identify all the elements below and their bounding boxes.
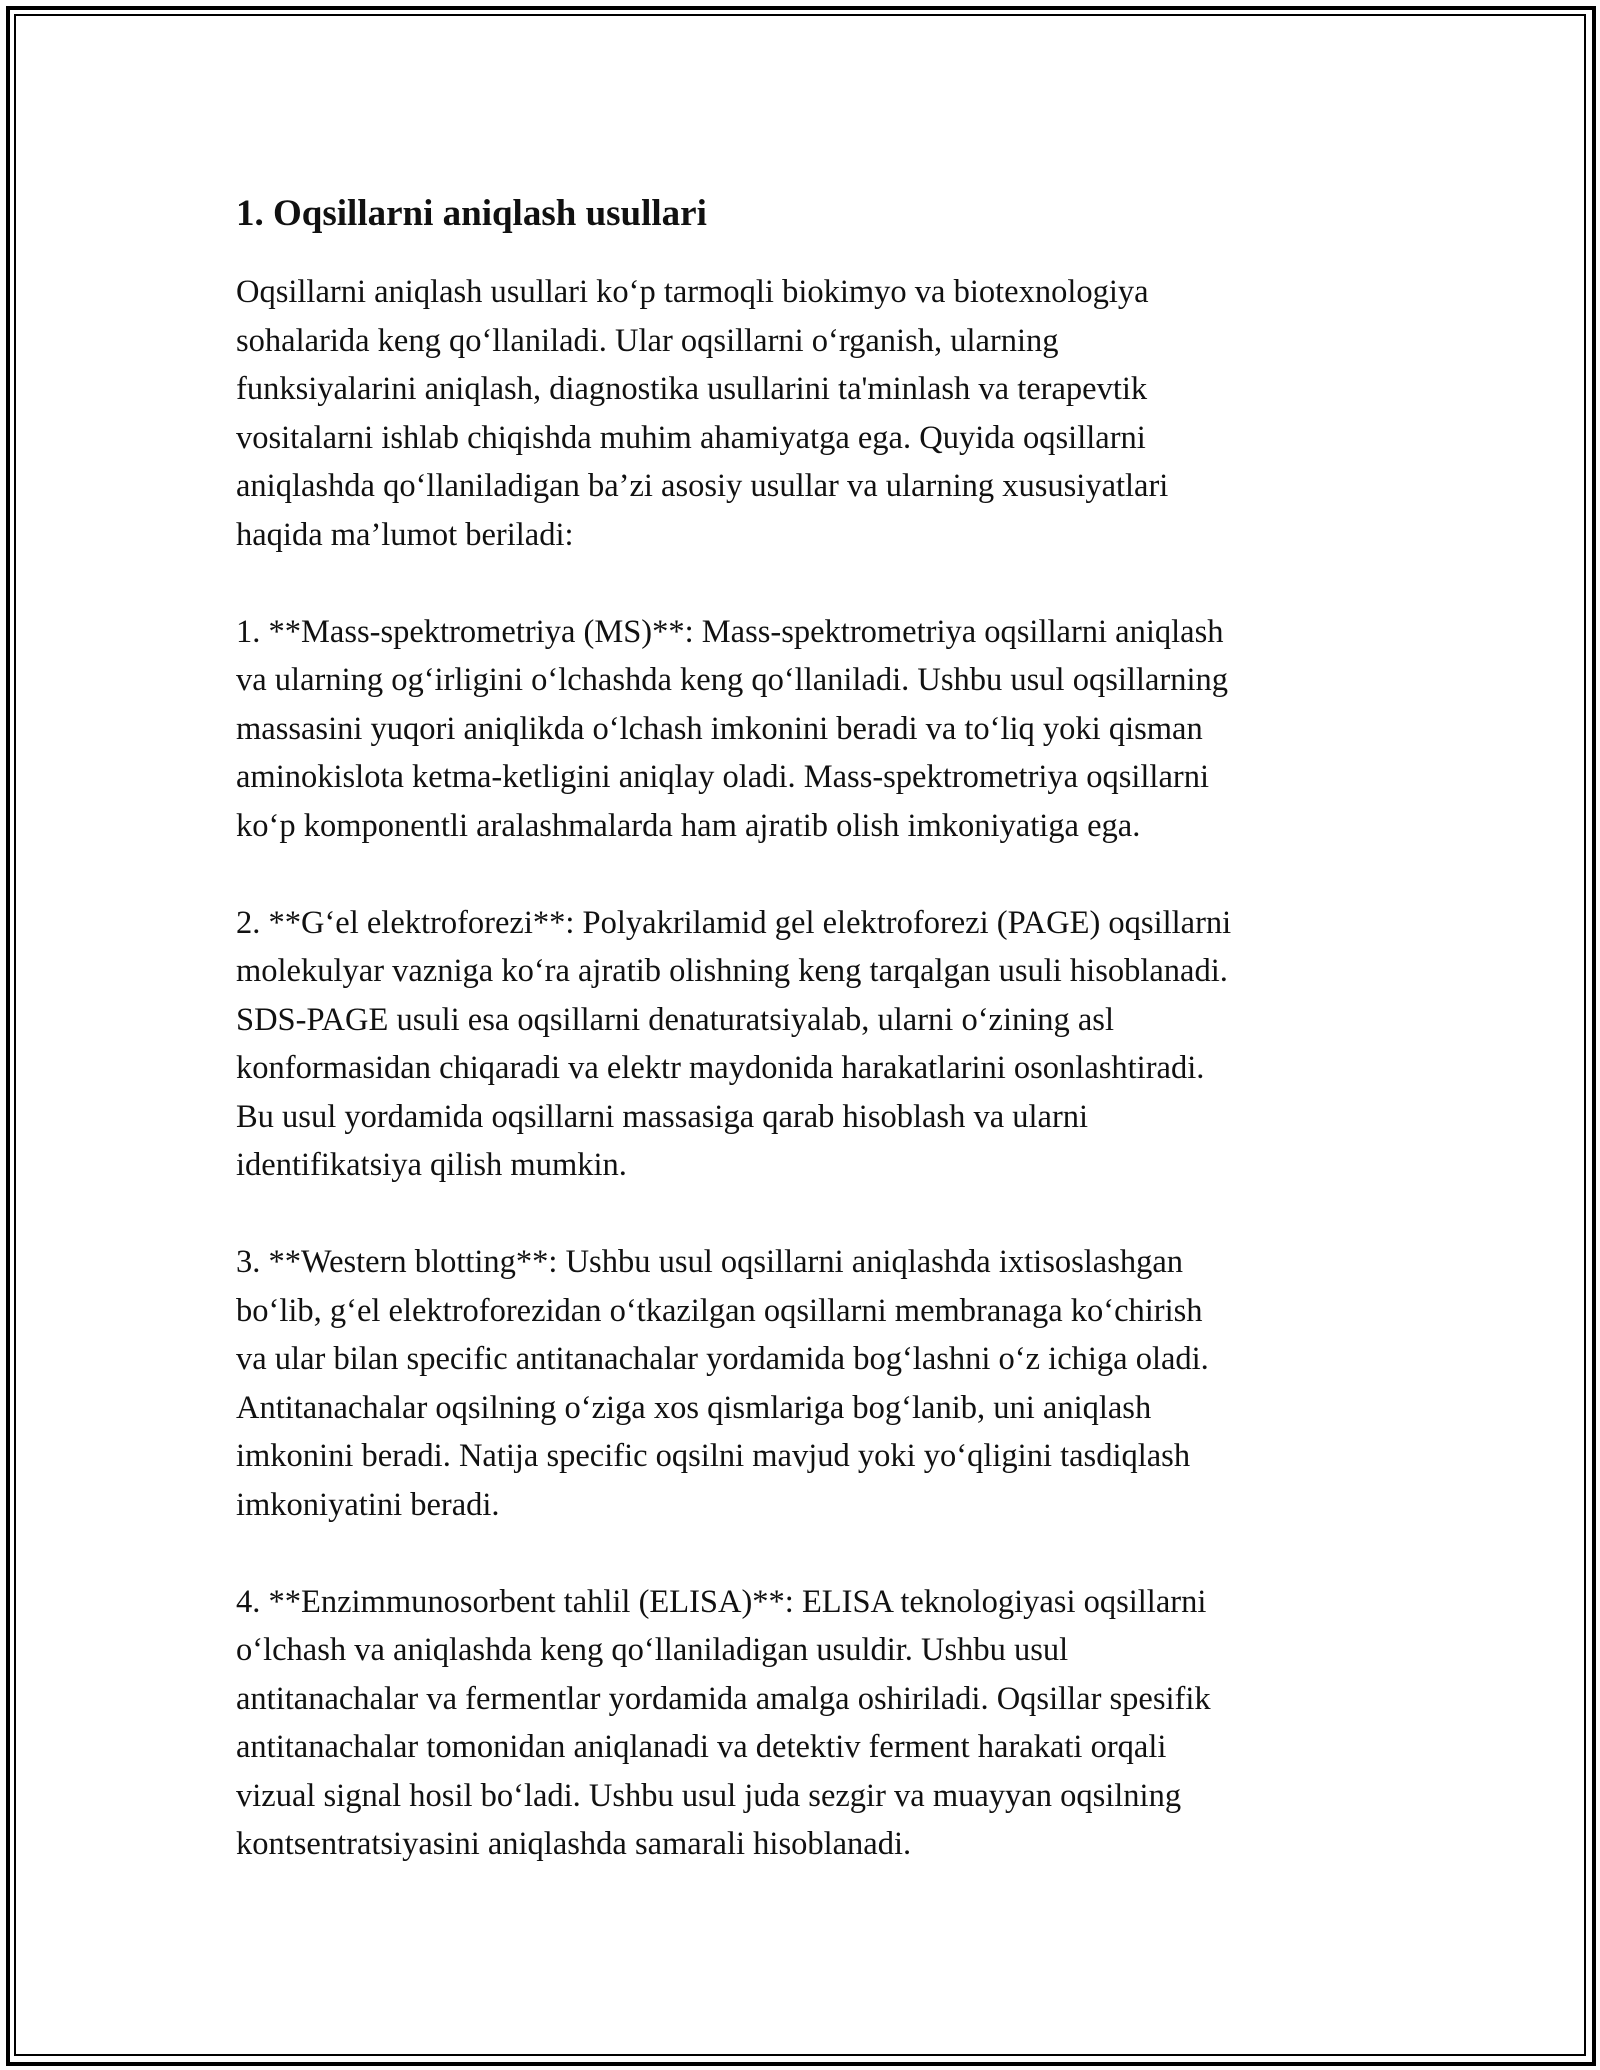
document-body [236, 188, 1386, 1869]
intro-paragraph: Oqsillarni aniqlash usullari ko‘p tarmoqli biokimyo va biotexnologiya sohalarida keng qo‘llaniladi. Ular oqsillarni o‘rganish, ularning funksiyalarini aniqlash, diagnostika usullarini ta'minlash va terapevtik vositalarni ishlab chiqishda muhim ahamiyatga ega. Quyida oqsillarni aniqlashda qo‘llaniladigan ba’zi asosiy usullar va ularning xususiyatlari haqida ma’lumot beriladi: [236, 274, 1169, 553]
section-heading: 1. Oqsillarni aniqlash usullari [236, 193, 707, 234]
paragraph-spacer [236, 850, 1386, 899]
method-paragraph-western-blotting: 3. **Western blotting**: Ushbu usul oqsillarni aniqlashda ixtisoslashgan bo‘lib, g‘el elektroforezidan o‘tkazilgan oqsillarni membranaga ko‘chirish va ular bilan specific antitanachalar yordamida bog‘lashni o‘z ichiga oladi. Antitanachalar oqsilning o‘ziga xos qismlariga bog‘lanib, uni aniqlash imkonini beradi. Natija specific oqsilni mavjud yoki yo‘qligini tasdiqlash imkoniyatini beradi. [236, 1244, 1209, 1523]
paragraph-spacer [236, 559, 1386, 608]
paragraph-spacer [236, 1190, 1386, 1239]
paragraph-spacer [236, 1529, 1386, 1578]
method-paragraph-elisa: 4. **Enzimmunosorbent tahlil (ELISA)**: ELISA teknologiyasi oqsillarni o‘lchash va aniqlashda keng qo‘llaniladigan usuldir. Ushbu usul antitanachalar va fermentlar yordamida amalga oshiriladi. Oqsillar spesifik antitanachalar tomonidan aniqlanadi va detektiv ferment harakati orqali vizual signal hosil bo‘ladi. Ushbu usul juda sezgir va muayyan oqsilning kontsentratsiyasini aniqlashda samarali hisoblanadi. [236, 1583, 1211, 1862]
method-paragraph-mass-spectrometry: 1. **Mass-spektrometriya (MS)**: Mass-spektrometriya oqsillarni aniqlash va ularning og‘irligini o‘lchashda keng qo‘llaniladi. Ushbu usul oqsillarning massasini yuqori aniqlikda o‘lchash imkonini beradi va to‘liq yoki qisman aminokislota ketma-ketligini aniqlay oladi. Mass-spektrometriya oqsillarni ko‘p komponentli aralashmalarda ham ajratib olish imkoniyatiga ega. [236, 613, 1228, 844]
method-paragraph-gel-electrophoresis: 2. **G‘el elektroforezi**: Polyakrilamid gel elektroforezi (PAGE) oqsillarni molekulyar vazniga ko‘ra ajratib olishning keng tarqalgan usuli hisoblanadi. SDS-PAGE usuli esa oqsillarni denaturatsiyalab, ularni o‘zining asl konformasidan chiqaradi va elektr maydonida harakatlarini osonlashtiradi. Bu usul yordamida oqsillarni massasiga qarab hisoblash va ularni identifikatsiya qilish mumkin. [236, 904, 1232, 1183]
